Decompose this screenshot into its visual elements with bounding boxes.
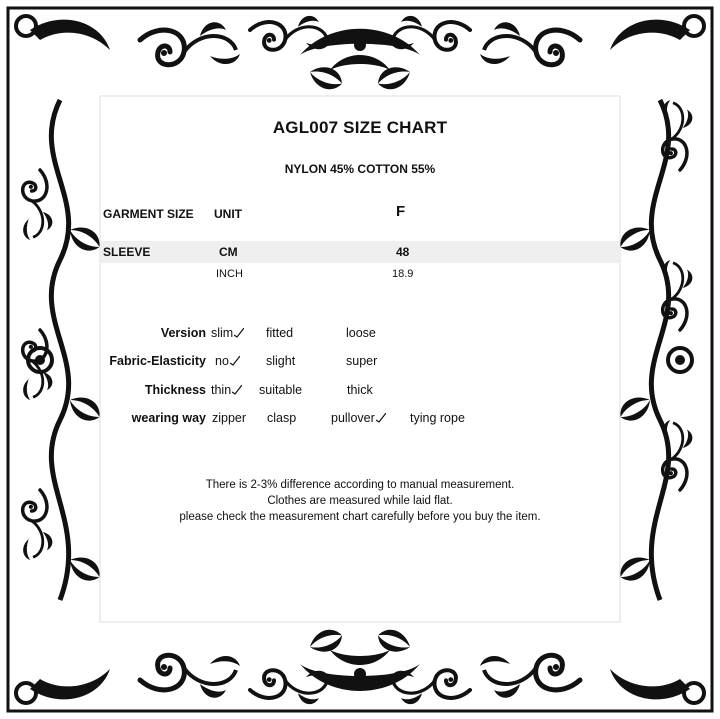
option-label-fabric-elasticity: Fabric-Elasticity: [109, 354, 206, 368]
option-version-fitted: fitted: [266, 326, 294, 340]
option-elasticity-super: super: [346, 354, 378, 368]
note-line-3: please check the measurement chart carefully before you buy the item.: [179, 511, 541, 523]
option-label-version: Version: [160, 326, 206, 340]
option-thickness-suitable: suitable: [259, 383, 303, 397]
garment-size-header: GARMENT SIZE: [103, 207, 194, 221]
option-thickness-thin: [211, 383, 242, 397]
option-value: slim: [211, 326, 234, 340]
option-wearing-pullover: [331, 411, 386, 425]
unit-header: UNIT: [214, 207, 242, 221]
checkmark-icon: [232, 385, 242, 395]
option-wearing-zipper: zipper: [212, 411, 247, 425]
option-wearing-clasp: clasp: [267, 411, 297, 425]
option-elasticity-no: [215, 354, 240, 368]
size-f-header: F: [396, 203, 406, 220]
checkmark-icon: [234, 328, 244, 338]
material-composition: NYLON 45% COTTON 55%: [284, 162, 436, 176]
page-title: AGL007 SIZE CHART: [272, 118, 448, 137]
option-wearing-tying-rope: tying rope: [410, 411, 465, 425]
option-version-loose: loose: [346, 326, 376, 340]
option-value: thin: [211, 383, 232, 397]
row-sleeve-unit-cm: CM: [219, 245, 238, 259]
note-line-1: There is 2-3% difference according to manual measurement.: [205, 479, 515, 491]
option-value: pullover: [331, 411, 375, 425]
checkmark-icon: [230, 356, 240, 366]
option-elasticity-slight: slight: [266, 354, 296, 368]
row-sleeve-value-cm: 48: [396, 245, 410, 259]
option-value: no: [215, 354, 229, 368]
table-row-shade: [100, 241, 620, 263]
checkmark-icon: [376, 413, 386, 423]
row-sleeve-unit-inch: INCH: [216, 268, 243, 280]
option-label-thickness: Thickness: [144, 383, 206, 397]
row-sleeve-name: SLEEVE: [103, 245, 151, 259]
option-label-wearing-way: wearing way: [131, 411, 206, 425]
option-version-slim: [211, 326, 244, 340]
note-line-2: Clothes are measured while laid flat.: [267, 495, 453, 507]
row-sleeve-value-inch: 18.9: [392, 268, 414, 280]
option-thickness-thick: thick: [347, 383, 373, 397]
